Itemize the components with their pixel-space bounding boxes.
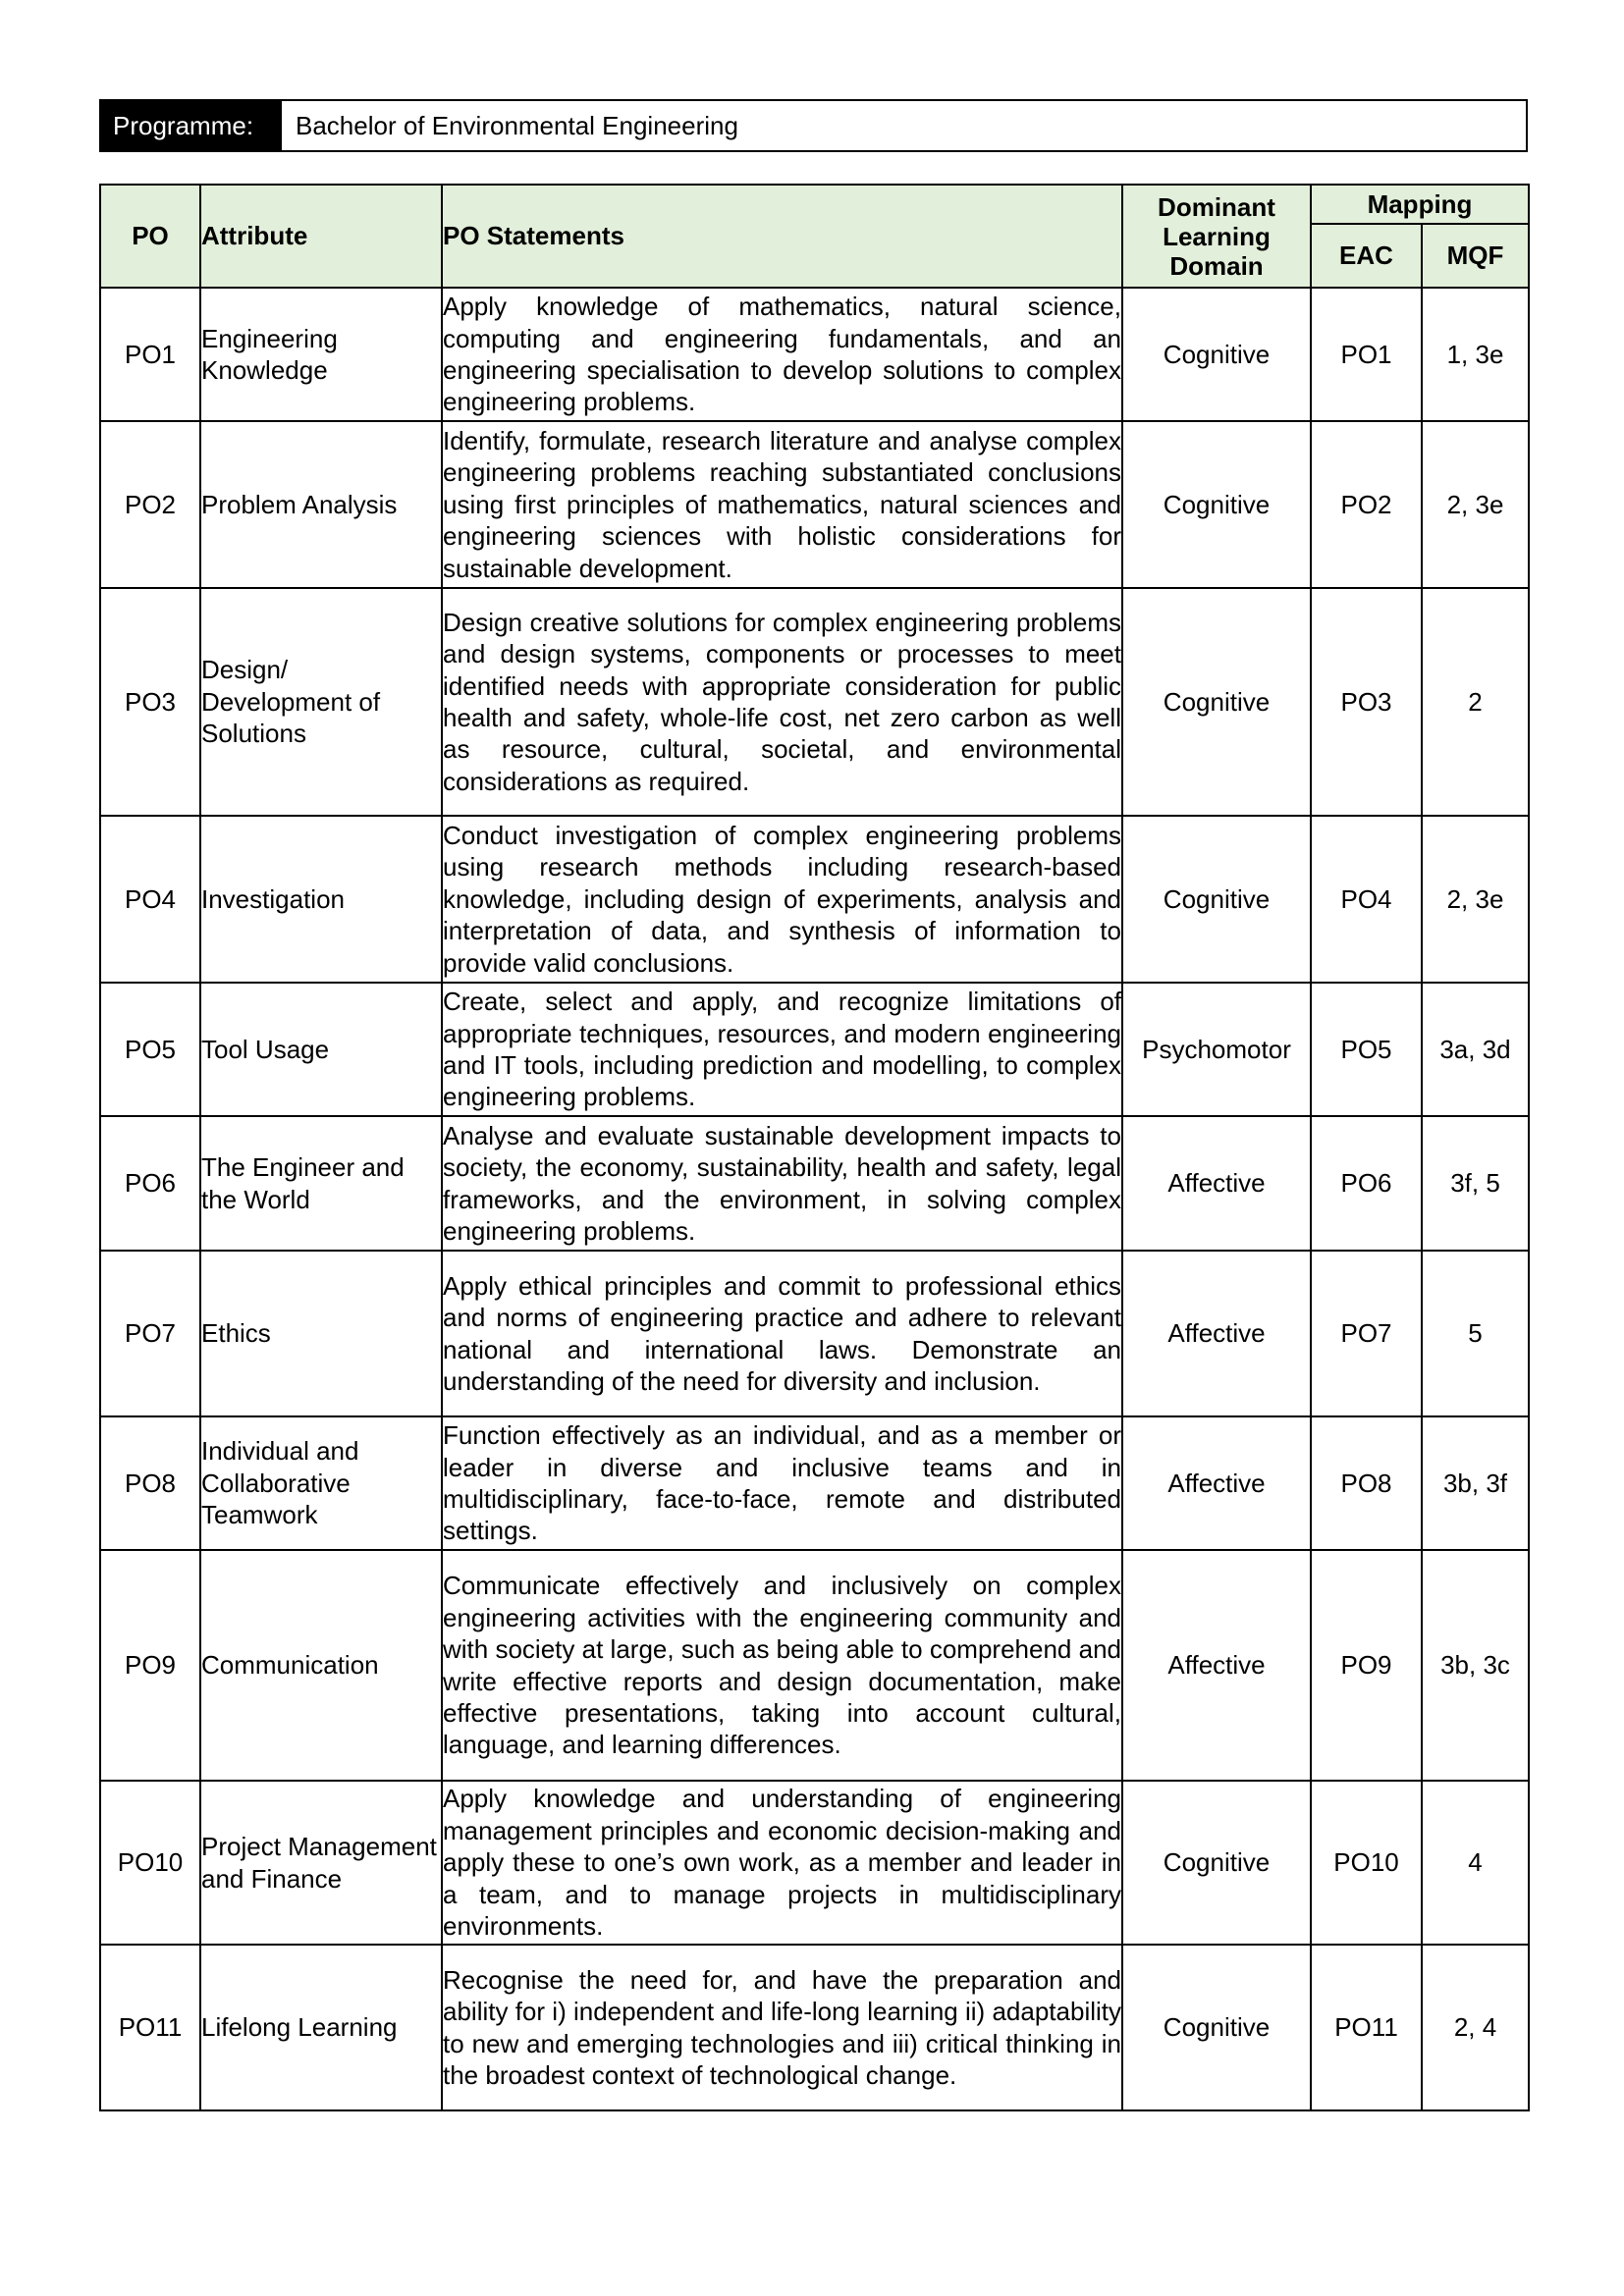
header-mqf: MQF <box>1422 224 1529 288</box>
po-id-text: PO3 <box>124 686 177 717</box>
attribute-text: Communication <box>201 1650 379 1681</box>
eac-cell <box>1311 983 1422 1116</box>
attribute-cell <box>200 816 442 983</box>
domain-cell <box>1122 816 1311 983</box>
attribute-text: Tool Usage <box>201 1034 330 1064</box>
statement-cell <box>442 1416 1122 1550</box>
table-row <box>100 421 1529 588</box>
domain-text: Affective <box>1167 1168 1266 1199</box>
attribute-cell <box>200 1251 442 1416</box>
mqf-text: 5 <box>1468 1318 1483 1349</box>
attribute-cell <box>200 421 442 588</box>
po-id-cell <box>100 1116 200 1251</box>
table-row <box>100 1116 1529 1251</box>
eac-cell <box>1311 1945 1422 2110</box>
domain-text: Cognitive <box>1163 686 1271 717</box>
attribute-text: Problem Analysis <box>201 489 398 519</box>
mqf-text: 4 <box>1468 1847 1483 1878</box>
eac-text: PO5 <box>1340 1034 1392 1064</box>
attribute-cell <box>200 1550 442 1781</box>
attribute-text: Investigation <box>201 883 345 914</box>
domain-text: Affective <box>1167 1650 1266 1681</box>
po-id-text: PO8 <box>124 1468 177 1498</box>
programme-value: Bachelor of Environmental Engineering <box>282 101 1526 150</box>
eac-text: PO10 <box>1333 1847 1399 1878</box>
statement-cell <box>442 288 1122 421</box>
header-domain: Dominant Learning Domain <box>1122 185 1311 288</box>
mqf-text: 2, 3e <box>1446 883 1504 914</box>
po-id-cell <box>100 288 200 421</box>
table-row <box>100 1781 1529 1945</box>
eac-text: PO1 <box>1340 339 1392 369</box>
mqf-text: 2 <box>1468 686 1483 717</box>
domain-cell <box>1122 1945 1311 2110</box>
table-row <box>100 1945 1529 2110</box>
eac-text: PO4 <box>1340 883 1392 914</box>
po-id-text: PO1 <box>124 339 177 369</box>
mqf-cell <box>1422 421 1529 588</box>
po-id-cell <box>100 1416 200 1550</box>
table-row <box>100 983 1529 1116</box>
statement-cell <box>442 588 1122 816</box>
eac-text: PO11 <box>1334 2012 1398 2043</box>
attribute-text: Lifelong Learning <box>201 2012 398 2043</box>
domain-text: Psychomotor <box>1142 1034 1291 1064</box>
po-id-cell <box>100 983 200 1116</box>
po-id-cell <box>100 1251 200 1416</box>
eac-text: PO2 <box>1340 489 1392 519</box>
domain-text: Affective <box>1167 1318 1266 1349</box>
table-row <box>100 1251 1529 1416</box>
programme-bar <box>99 99 1528 152</box>
eac-text: PO8 <box>1340 1468 1392 1498</box>
mqf-cell <box>1422 1781 1529 1945</box>
eac-text: PO9 <box>1340 1650 1392 1681</box>
eac-cell <box>1311 588 1422 816</box>
statement-cell <box>442 421 1122 588</box>
statement-text: Create, select and apply, and recognize limitations of appropriate techniques, resources, and modern engineering and IT tools, including prediction and modelling, to complex engineering problems. <box>443 987 1121 1112</box>
po-id-cell <box>100 1550 200 1781</box>
po-id-text: PO7 <box>124 1318 177 1349</box>
po-id-cell <box>100 1945 200 2110</box>
mqf-cell <box>1422 1116 1529 1251</box>
table-row <box>100 1550 1529 1781</box>
eac-text: PO7 <box>1340 1318 1392 1349</box>
attribute-cell <box>200 1116 442 1251</box>
eac-cell <box>1311 816 1422 983</box>
header-po: PO <box>100 185 200 288</box>
eac-cell <box>1311 421 1422 588</box>
mqf-cell <box>1422 983 1529 1116</box>
po-id-text: PO6 <box>124 1168 177 1199</box>
attribute-cell <box>200 288 442 421</box>
statement-text: Apply knowledge of mathematics, natural science, computing and engineering fundamentals, and an engineering specialisation to develop solutions to complex engineering problems. <box>443 292 1121 417</box>
mqf-cell <box>1422 1945 1529 2110</box>
table-row <box>100 588 1529 816</box>
mqf-text: 3a, 3d <box>1439 1034 1511 1064</box>
statement-text: Apply knowledge and understanding of engineering management principles and economic decision-making and apply these to one’s own work, as a member and leader in a team, and to manage projects in multidisciplinary environments. <box>443 1784 1121 1942</box>
eac-cell <box>1311 288 1422 421</box>
po-id-text: PO9 <box>124 1650 177 1681</box>
table-row <box>100 288 1529 421</box>
po-id-text: PO2 <box>124 489 177 519</box>
domain-cell <box>1122 1550 1311 1781</box>
statement-text: Apply ethical principles and commit to professional ethics and norms of engineering practice and adhere to relevant national and international laws. Demonstrate an understanding of the need for diversity and inclusion. <box>443 1270 1121 1396</box>
domain-cell <box>1122 421 1311 588</box>
mqf-text: 2, 3e <box>1446 489 1504 519</box>
table-row <box>100 816 1529 983</box>
po-id-text: PO5 <box>124 1034 177 1064</box>
attribute-text: The Engineer and the World <box>201 1152 405 1214</box>
domain-cell <box>1122 588 1311 816</box>
domain-text: Cognitive <box>1163 339 1271 369</box>
eac-text: PO3 <box>1340 686 1392 717</box>
mqf-cell <box>1422 588 1529 816</box>
header-statements: PO Statements <box>442 185 1122 288</box>
mqf-cell <box>1422 1416 1529 1550</box>
statement-cell <box>442 1116 1122 1251</box>
attribute-text: Individual and Collaborative Teamwork <box>201 1436 359 1530</box>
domain-cell <box>1122 983 1311 1116</box>
mqf-cell <box>1422 288 1529 421</box>
po-id-text: PO11 <box>118 2012 183 2043</box>
header-mapping: Mapping <box>1311 185 1529 224</box>
domain-text: Cognitive <box>1163 2012 1271 2043</box>
po-table <box>99 184 1530 2111</box>
header-attribute: Attribute <box>200 185 442 288</box>
table-row <box>100 1416 1529 1550</box>
attribute-text: Design/ Development of Solutions <box>201 655 381 749</box>
mqf-text: 3b, 3f <box>1442 1468 1508 1498</box>
domain-text: Cognitive <box>1163 883 1271 914</box>
domain-text: Cognitive <box>1163 489 1271 519</box>
po-id-cell <box>100 588 200 816</box>
domain-cell <box>1122 1116 1311 1251</box>
po-id-text: PO4 <box>124 883 177 914</box>
domain-cell <box>1122 1416 1311 1550</box>
mqf-cell <box>1422 1550 1529 1781</box>
attribute-text: Project Management and Finance <box>201 1832 437 1894</box>
domain-text: Cognitive <box>1163 1847 1271 1878</box>
mqf-cell <box>1422 816 1529 983</box>
mqf-text: 1, 3e <box>1446 339 1504 369</box>
statement-cell <box>442 1945 1122 2110</box>
eac-cell <box>1311 1550 1422 1781</box>
statement-cell <box>442 816 1122 983</box>
po-id-cell <box>100 816 200 983</box>
mqf-text: 2, 4 <box>1453 2012 1497 2043</box>
eac-cell <box>1311 1116 1422 1251</box>
statement-text: Communicate effectively and inclusively on complex engineering activities with the engineering community and with society at large, such as being able to comprehend and write effective reports and design documentation, make effective presentations, taking into account cultural, language, and learning differences. <box>443 1571 1121 1760</box>
eac-text: PO6 <box>1340 1168 1392 1199</box>
attribute-cell <box>200 1781 442 1945</box>
attribute-text: Ethics <box>201 1318 271 1349</box>
eac-cell <box>1311 1251 1422 1416</box>
statement-text: Recognise the need for, and have the preparation and ability for i) independent and life-long learning ii) adaptability to new and emerging technologies and iii) critical thinking in the broadest context of technological change. <box>443 1964 1121 2090</box>
statement-cell <box>442 1251 1122 1416</box>
statement-text: Conduct investigation of complex engineering problems using research methods including research-based knowledge, including design of experiments, analysis and interpretation of data, and synthesis of information to provide valid conclusions. <box>443 820 1121 978</box>
po-id-cell <box>100 1781 200 1945</box>
statement-cell <box>442 983 1122 1116</box>
po-id-text: PO10 <box>117 1847 184 1878</box>
attribute-cell <box>200 588 442 816</box>
statement-text: Analyse and evaluate sustainable development impacts to society, the economy, sustainability, health and safety, legal frameworks, and the environment, in solving complex engineering problems. <box>443 1120 1121 1246</box>
mqf-cell <box>1422 1251 1529 1416</box>
eac-cell <box>1311 1416 1422 1550</box>
domain-cell <box>1122 1781 1311 1945</box>
attribute-cell <box>200 1945 442 2110</box>
attribute-text: Engineering Knowledge <box>201 323 338 385</box>
statement-text: Function effectively as an individual, and as a member or leader in diverse and inclusive teams and in multidisciplinary, face-to-face, remote and distributed settings. <box>443 1420 1121 1546</box>
attribute-cell <box>200 1416 442 1550</box>
mqf-text: 3f, 5 <box>1450 1168 1500 1199</box>
po-id-cell <box>100 421 200 588</box>
mqf-text: 3b, 3c <box>1440 1650 1510 1681</box>
header-eac: EAC <box>1311 224 1422 288</box>
domain-cell <box>1122 1251 1311 1416</box>
domain-text: Affective <box>1167 1468 1266 1498</box>
domain-cell <box>1122 288 1311 421</box>
eac-cell <box>1311 1781 1422 1945</box>
statement-cell <box>442 1781 1122 1945</box>
statement-cell <box>442 1550 1122 1781</box>
programme-label: Programme: <box>101 101 282 150</box>
attribute-cell <box>200 983 442 1116</box>
statement-text: Design creative solutions for complex engineering problems and design systems, components or processes to meet identified needs with appropriate consideration for public health and safety, whole-life cost, net zero carbon as well as resource, cultural, societal, and environmental considerations as required. <box>443 607 1121 796</box>
statement-text: Identify, formulate, research literature and analyse complex engineering problems reaching substantiated conclusions using first principles of mathematics, natural sciences and engineering sciences with holistic considerations for sustainable development. <box>443 425 1121 583</box>
